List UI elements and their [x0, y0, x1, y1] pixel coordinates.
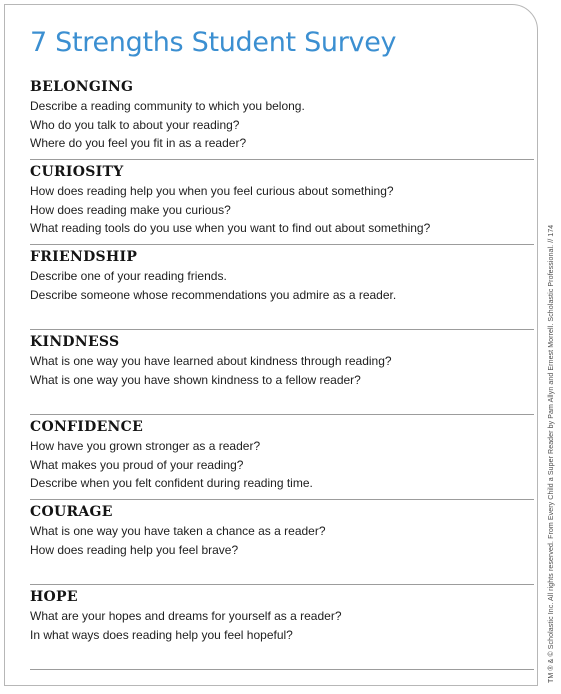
section-curiosity	[30, 160, 534, 245]
survey-page	[4, 4, 538, 686]
section-friendship	[30, 245, 534, 330]
copyright-credit: TM ® & © Scholastic Inc. All rights reserved. From Every Child a Super Reader by Pam Allyn and Ernest Morrell. Scholastic Professional. // 174	[548, 224, 555, 683]
section-belonging	[30, 75, 534, 160]
section-courage	[30, 500, 534, 585]
question: How does reading help you feel brave?	[30, 542, 239, 557]
section-confidence	[30, 415, 534, 500]
question: What is one way you have learned about kindness through reading?	[30, 354, 392, 368]
question: Describe someone whose recommendations you admire as a reader.	[30, 287, 397, 302]
question: In what ways does reading help you feel hopeful?	[30, 627, 293, 642]
section-kindness	[30, 330, 534, 415]
page-title: 7 Strengths Student Survey	[30, 27, 397, 58]
question: Describe one of your reading friends.	[30, 269, 227, 283]
section-hope	[30, 585, 534, 670]
survey-sections	[30, 75, 534, 670]
question: What reading tools do you use when you want to find out about something?	[30, 221, 431, 235]
section-heading: FRIENDSHIP	[30, 249, 138, 265]
question: Who do you talk to about your reading?	[30, 117, 240, 132]
question: What are your hopes and dreams for yourself as a reader?	[30, 609, 342, 623]
question: What is one way you have taken a chance as a reader?	[30, 524, 326, 538]
question: Where do you feel you fit in as a reader?	[30, 136, 247, 150]
question: How does reading make you curious?	[30, 202, 231, 217]
question: How does reading help you when you feel curious about something?	[30, 184, 394, 198]
section-heading: KINDNESS	[30, 334, 120, 350]
question: What makes you proud of your reading?	[30, 457, 244, 472]
section-heading: BELONGING	[30, 79, 134, 95]
section-heading: CONFIDENCE	[30, 419, 144, 435]
question: Describe a reading community to which you belong.	[30, 99, 305, 113]
question: What is one way you have shown kindness to a fellow reader?	[30, 372, 361, 387]
section-heading: CURIOSITY	[30, 164, 124, 180]
section-heading: HOPE	[30, 589, 78, 605]
question: Describe when you felt confident during reading time.	[30, 476, 313, 490]
section-heading: COURAGE	[30, 504, 113, 520]
question: How have you grown stronger as a reader?	[30, 439, 261, 453]
